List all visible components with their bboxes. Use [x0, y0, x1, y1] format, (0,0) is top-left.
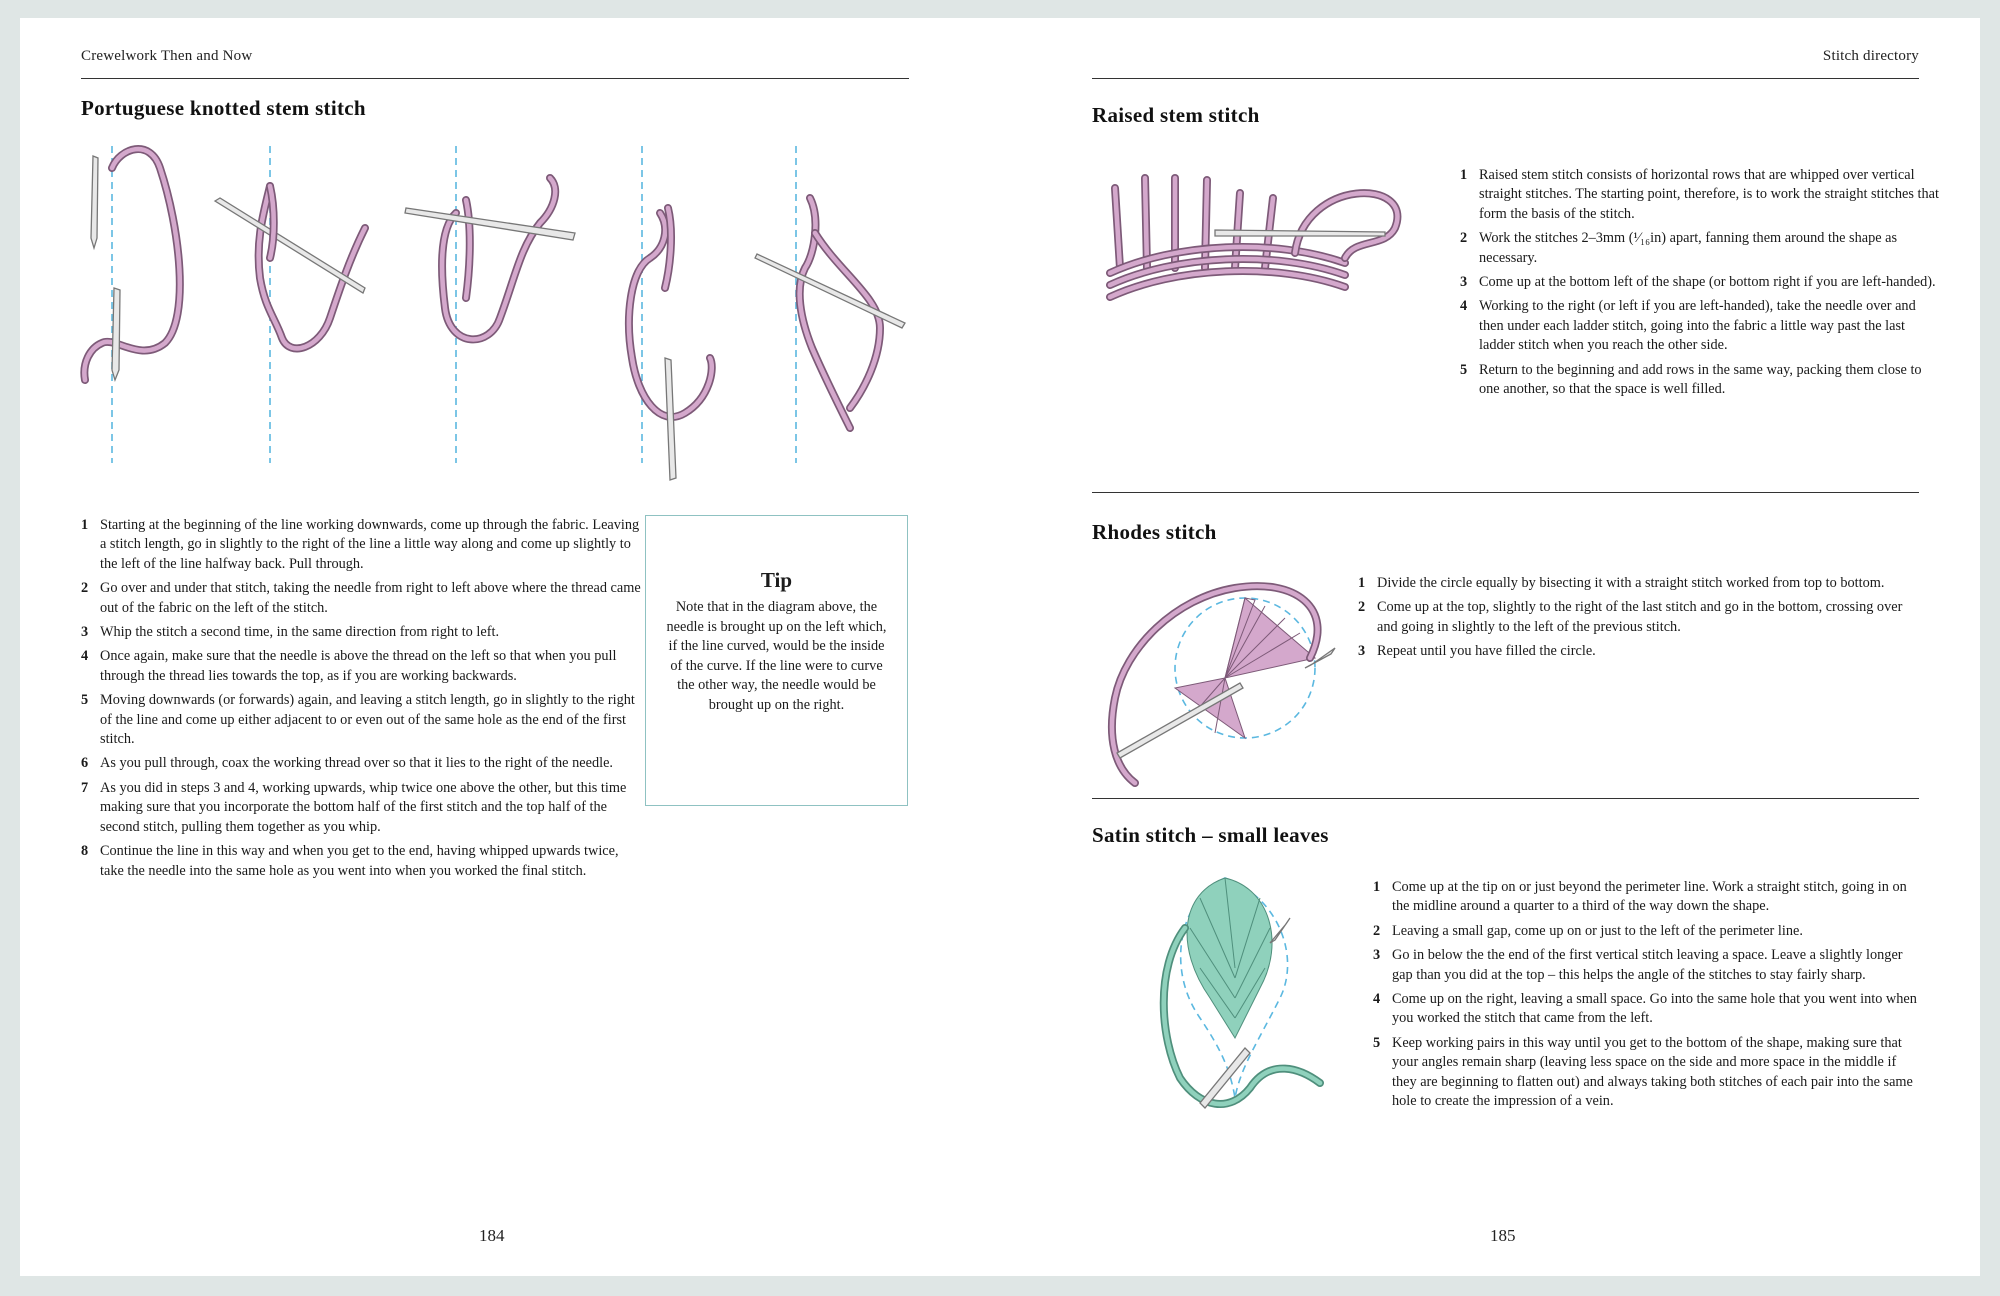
- step-item: 1 Starting at the beginning of the line working downwards, come up through the fabric. Leaving a stitch length, go in slightly to the right of the line a little way along and come up slightly to the left of the line halfway back. Pull through.: [81, 517, 640, 572]
- steps-satin-leaves: [1373, 878, 1918, 1116]
- steps-portuguese-knotted-stem: [81, 516, 641, 886]
- section-title-satin-leaves: Satin stitch – small leaves: [1092, 823, 1329, 847]
- step-item: 8 Continue the line in this way and when you get to the end, having whipped upwards twice, take the needle into the same hole as you went into when you worked the final stitch.: [81, 843, 619, 879]
- portuguese-knotted-stem-diagram: [20, 18, 920, 478]
- rhodes-diagram: [1095, 558, 1355, 798]
- satin-leaf-diagram: [1120, 858, 1360, 1128]
- step-item: 1 Raised stem stitch consists of horizontal rows that are whipped over vertical straight stitches. The starting point, therefore, is to work the straight stitches that form the basis of the stitch.: [1460, 167, 1939, 222]
- step-item: 4 Come up on the right, leaving a small space. Go into the same hole that you went into when you worked the stitch that came from the left.: [1373, 991, 1917, 1027]
- needle-icon: [215, 198, 365, 293]
- tip-box: [645, 515, 908, 806]
- step-item: 1 Divide the circle equally by bisecting it with a straight stitch worked from top to bottom.: [1358, 575, 1885, 591]
- step-item: 5 Moving downwards (or forwards) again, and leaving a stitch length, go in slightly to the right of the line and come up either adjacent to or even out of the same hole as the end of the first stitch.: [81, 692, 635, 748]
- step-item: 3 Come up at the bottom left of the shape (or bottom right if you are left-handed).: [1460, 274, 1936, 291]
- tip-text: Note that in the diagram above, the needle is brought up on the left which, if the line curved, would be the inside of the curve. If the line were to curve the other way, the needle would be brought up on the right.: [666, 599, 887, 713]
- ladder-stitches: [1115, 178, 1273, 268]
- needle-icon: [755, 254, 905, 328]
- leaf-fill: [1187, 878, 1272, 1038]
- step-item: 6 As you pull through, coax the working thread over so that it lies to the right of the needle.: [81, 755, 613, 772]
- step-item: 1 Come up at the tip on or just beyond the perimeter line. Work a straight stitch, going in on the midline around a quarter to a third of the way down the shape.: [1373, 879, 1907, 915]
- running-head-left: Crewelwork Then and Now: [81, 48, 253, 64]
- thread-step-1: [84, 149, 179, 380]
- working-thread: [1295, 193, 1397, 258]
- tip-title: Tip: [760, 568, 793, 592]
- step-item: 3 Repeat until you have filled the circle.: [1358, 643, 1596, 660]
- step-item: 2 Come up at the top, slightly to the right of the last stitch and go in the bottom, crossing over and going in slightly to the left of the previous stitch.: [1358, 599, 1903, 635]
- fan-upper: [1225, 598, 1315, 678]
- section-title-raised-stem: Raised stem stitch: [1092, 103, 1260, 127]
- thread-step-3: [442, 178, 555, 339]
- step-item: 7 As you did in steps 3 and 4, working upwards, whip twice one above the other, but this time making sure that you incorporate the bottom half of the first stitch and the top half of the second stitch, pulling them together as you whip.: [81, 779, 627, 835]
- steps-raised-stem: [1460, 166, 1940, 404]
- needle-icon: [1270, 918, 1290, 943]
- step-item: 5 Keep working pairs in this way until you get to the bottom of the shape, making sure that your angles remain sharp (leaving less space on the side and more space in the middle if they are beginning to flatten out) and always taking both stitches of each pair into the same hole to create the impression of a vein.: [1373, 1034, 1913, 1110]
- running-head-right: Stitch directory: [1822, 48, 1919, 64]
- page-number-left: 184: [479, 1226, 505, 1245]
- step-item: 2 Go over and under that stitch, taking the needle from right to left above where the thread came out of the fabric on the left of the stitch.: [81, 580, 641, 616]
- thread-step-5: [800, 198, 880, 428]
- step-item: 2 Leaving a small gap, come up on or just to the left of the perimeter line.: [1373, 922, 1803, 939]
- section-title-rhodes: Rhodes stitch: [1092, 520, 1217, 544]
- steps-rhodes: [1358, 574, 1918, 667]
- section-title-portuguese-knotted-stem: Portuguese knotted stem stitch: [81, 96, 366, 120]
- step-item: 4 Once again, make sure that the needle is above the thread on the left so that when you pull through the thread lies towards the top, as if you are working backwards.: [81, 648, 617, 684]
- thread-step-2-front: [270, 186, 274, 258]
- raised-stem-diagram: [1095, 158, 1415, 328]
- step-item: 4 Working to the right (or left if you are left-handed), take the needle over and then under each ladder stitch, going into the fabric a little way past the last ladder stitch when you reach the other side.: [1460, 298, 1916, 354]
- step-item: 3 Go in below the the end of the first vertical stitch leaving a space. Leave a slightly longer gap than you did at the top – this helps the angle of the stitches to stay fairly sharp.: [1373, 947, 1903, 983]
- section-rule: [1092, 492, 1919, 493]
- needle-icon: [1215, 230, 1385, 236]
- step-item: 3 Whip the stitch a second time, in the same direction from right to left.: [81, 624, 500, 641]
- step-item: 2 Work the stitches 2–3mm (¹⁄₁₆in) apart, fanning them around the shape as necessary.: [1460, 230, 1898, 266]
- needle-icon: [112, 288, 120, 380]
- step-item: 5 Return to the beginning and add rows in the same way, packing them close to one another, so that the space is well filled.: [1460, 361, 1922, 398]
- needle-icon: [91, 156, 98, 248]
- header-rule-right: [1092, 78, 1919, 79]
- section-rule: [1092, 798, 1919, 799]
- page-number-right: 185: [1490, 1226, 1516, 1245]
- book-spread: [20, 18, 1980, 1276]
